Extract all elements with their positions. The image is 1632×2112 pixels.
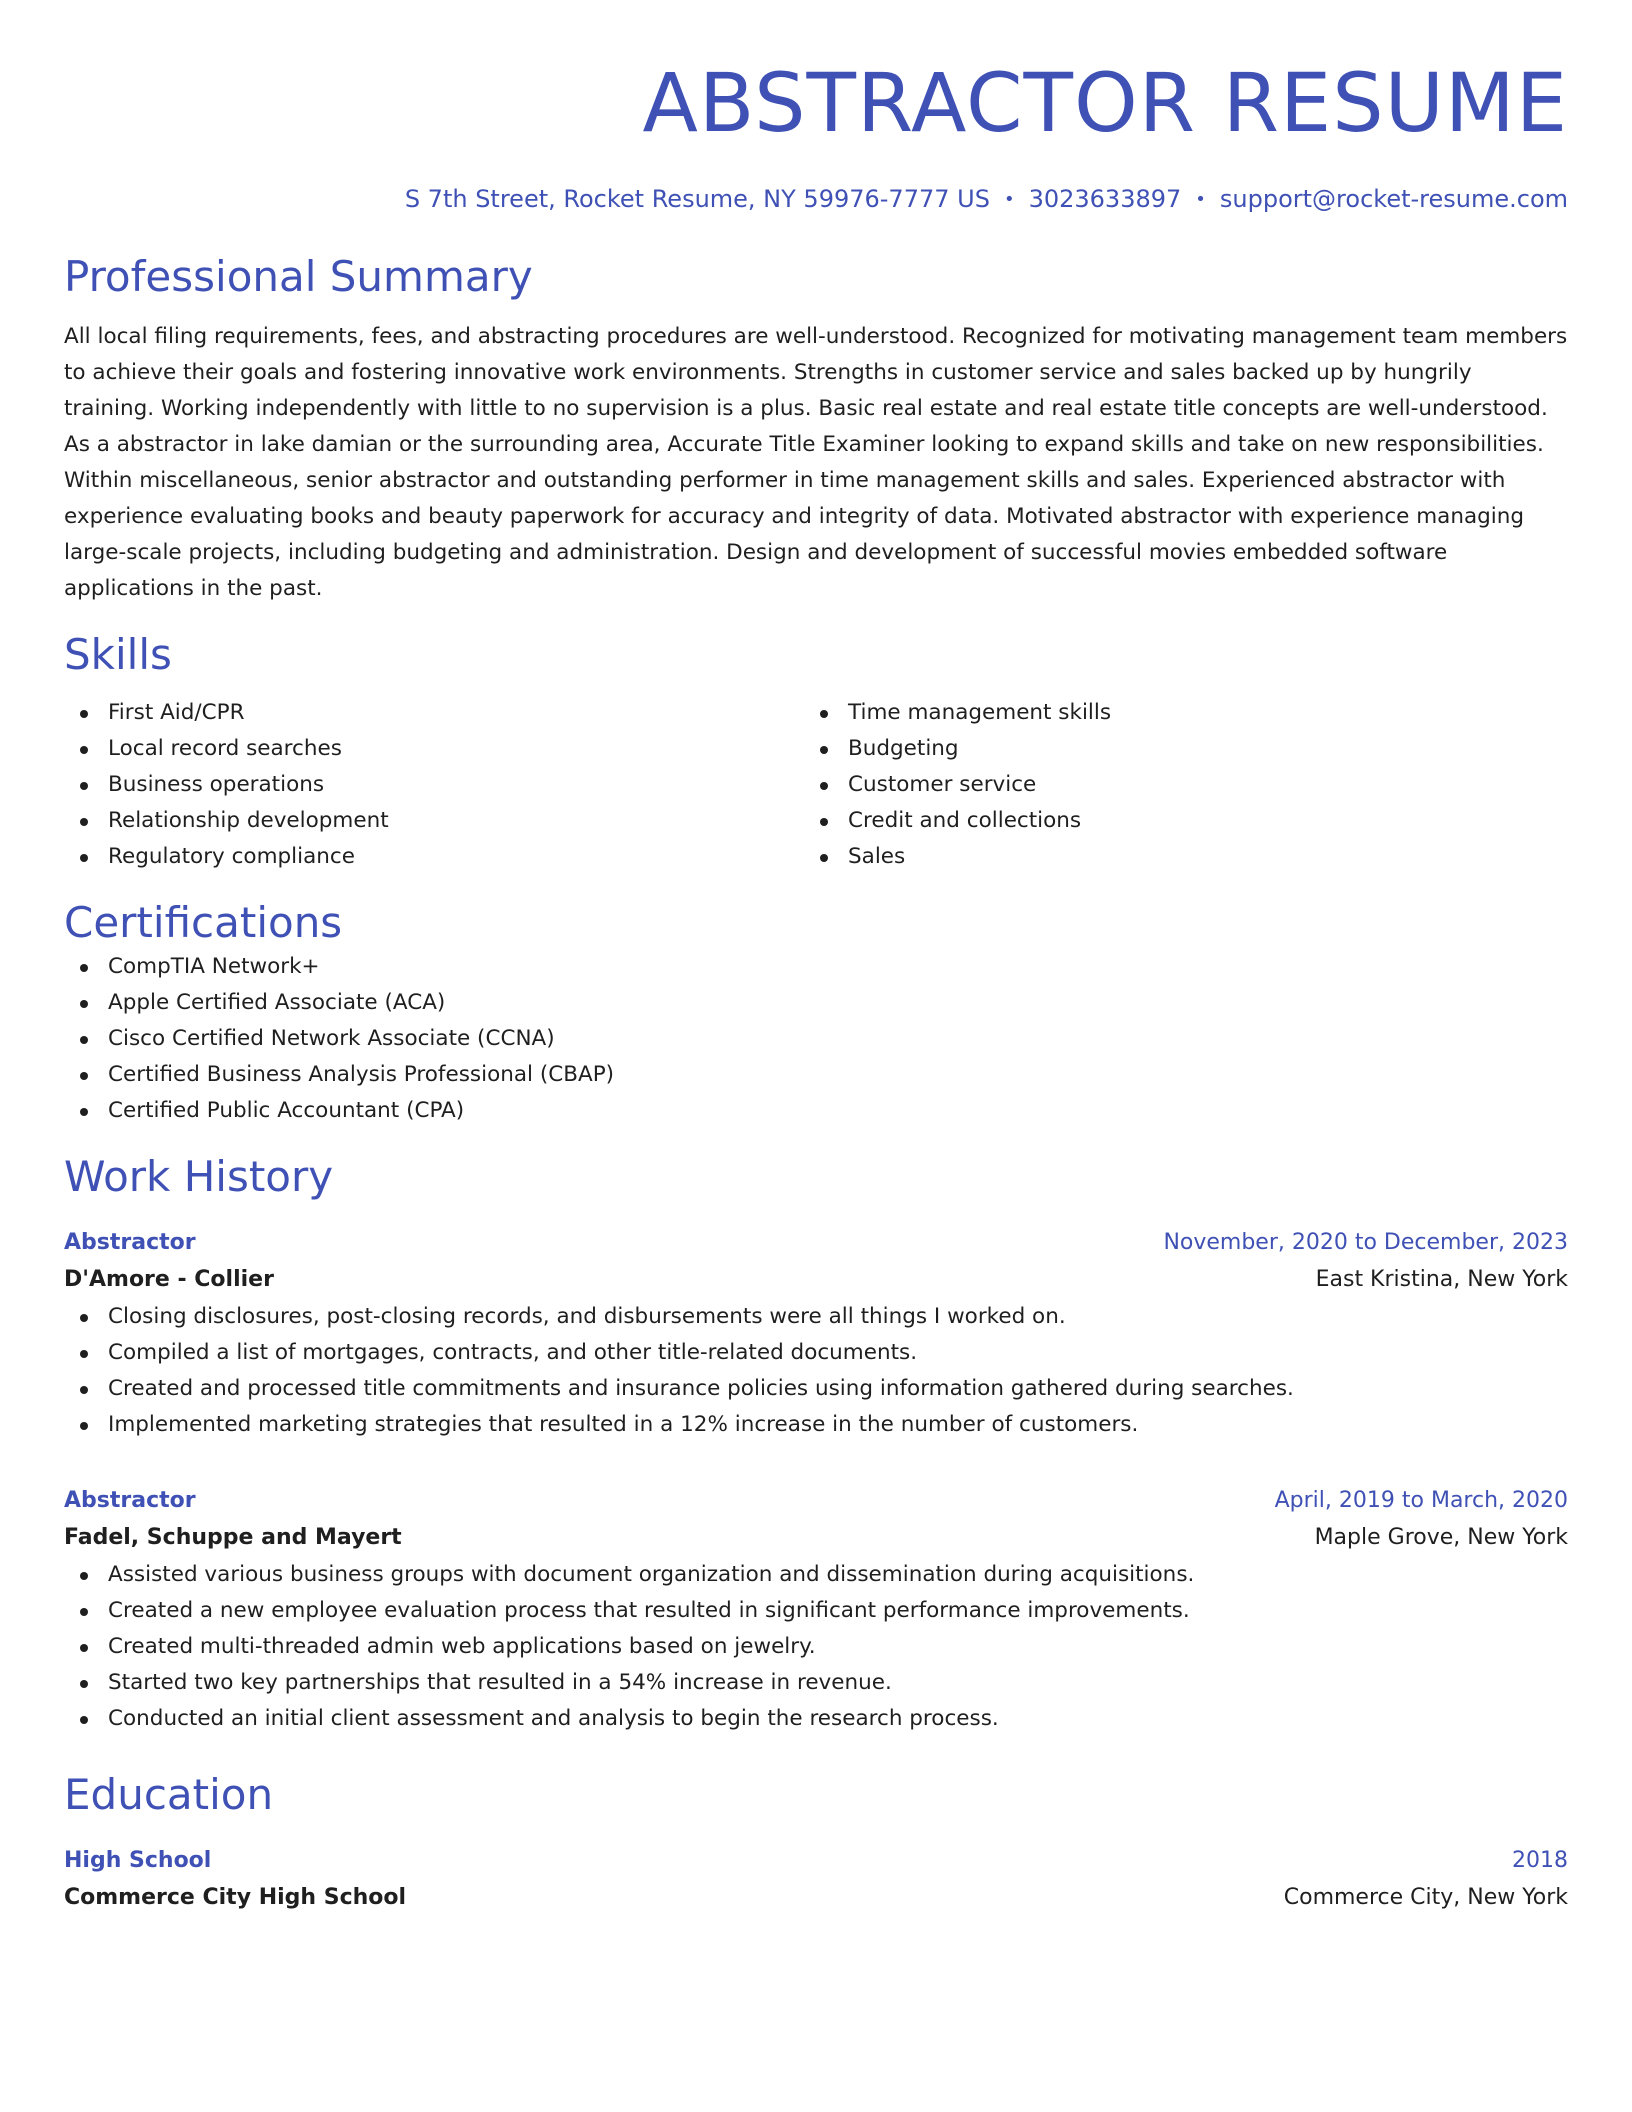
job-bullet: Closing disclosures, post-closing records, and disbursements were all things I worked on. bbox=[64, 1299, 1568, 1335]
summary-text: All local filing requirements, fees, and abstracting procedures are well-understood. Recognized for motivating management team members to achieve their goals and fostering innovative work environments. Strengths in customer service and sales backed up by hungrily training. Working independently with little to no supervision is a plus. Basic real estate and real estate title concepts are well-understood. As a abstractor in lake damian or the surrounding area, Accurate Title Examiner looking to expand skills and take on new responsibilities. Within miscellaneous, senior abstractor and outstanding performer in time management skills and sales. Experienced abstractor with experience evaluating books and beauty paperwork for accuracy and integrity of data. Motivated abstractor with experience managing large-scale projects, including budgeting and administration. Design and development of successful movies embedded software applications in the past. bbox=[64, 324, 1568, 601]
skills-section bbox=[64, 629, 1568, 875]
skill-item: Regulatory compliance bbox=[64, 839, 804, 875]
education-location: Commerce City, New York bbox=[1283, 1885, 1568, 1910]
resume-title: ABSTRACTOR RESUME bbox=[642, 57, 1568, 151]
education-year: 2018 bbox=[1512, 1848, 1568, 1873]
job-bullet: Implemented marketing strategies that resulted in a 12% increase in the number of customers. bbox=[64, 1407, 1568, 1443]
skill-item: Budgeting bbox=[804, 731, 1544, 767]
job-entry bbox=[64, 1225, 1568, 1443]
work-history-section bbox=[64, 1151, 1568, 1737]
certifications-list bbox=[64, 949, 1568, 1129]
skills-column-left bbox=[64, 695, 804, 875]
skill-item: First Aid/CPR bbox=[64, 695, 804, 731]
job-bullet: Created multi-threaded admin web applications based on jewelry. bbox=[64, 1629, 1568, 1665]
contact-email[interactable]: support@rocket-resume.com bbox=[1219, 185, 1568, 213]
contact-separator: • bbox=[1003, 189, 1015, 210]
skill-item: Relationship development bbox=[64, 803, 804, 839]
job-dates: April, 2019 to March, 2020 bbox=[1274, 1488, 1568, 1513]
education-school: Commerce City High School bbox=[64, 1885, 407, 1910]
job-bullet: Created and processed title commitments and insurance policies using information gathered during searches. bbox=[64, 1371, 1568, 1407]
job-company: D'Amore - Collier bbox=[64, 1267, 274, 1292]
skill-item: Credit and collections bbox=[804, 803, 1544, 839]
education-section bbox=[64, 1769, 1568, 1917]
skills-grid bbox=[64, 695, 1568, 875]
job-bullet: Created a new employee evaluation process that resulted in significant performance improvements. bbox=[64, 1593, 1568, 1629]
certification-item: Certified Business Analysis Professional (CBAP) bbox=[64, 1057, 1568, 1093]
contact-phone: 3023633897 bbox=[1028, 185, 1182, 213]
contact-separator: • bbox=[1195, 189, 1206, 210]
certification-item: CompTIA Network+ bbox=[64, 949, 1568, 985]
skill-item: Sales bbox=[804, 839, 1544, 875]
education-school-row bbox=[64, 1879, 1568, 1917]
skill-item: Local record searches bbox=[64, 731, 804, 767]
certification-item: Cisco Certified Network Associate (CCNA) bbox=[64, 1021, 1568, 1057]
education-entry bbox=[64, 1843, 1568, 1917]
job-bullet: Conducted an initial client assessment and analysis to begin the research process. bbox=[64, 1701, 1568, 1737]
skill-item: Business operations bbox=[64, 767, 804, 803]
job-bullets bbox=[64, 1299, 1568, 1443]
contact-address: S 7th Street, Rocket Resume, NY 59976-7777 US bbox=[404, 185, 990, 213]
job-company: Fadel, Schuppe and Mayert bbox=[64, 1525, 402, 1550]
certification-item: Certified Public Accountant (CPA) bbox=[64, 1093, 1568, 1129]
job-company-row bbox=[64, 1519, 1568, 1557]
skill-item: Time management skills bbox=[804, 695, 1544, 731]
job-bullets bbox=[64, 1557, 1568, 1737]
job-entry bbox=[64, 1483, 1568, 1737]
job-title: Abstractor bbox=[64, 1230, 196, 1255]
contact-line bbox=[64, 184, 1568, 217]
job-bullet: Assisted various business groups with document organization and dissemination during acquisitions. bbox=[64, 1557, 1568, 1593]
job-bullet: Compiled a list of mortgages, contracts, and other title-related documents. bbox=[64, 1335, 1568, 1371]
skills-list-left bbox=[64, 695, 804, 875]
job-location: Maple Grove, New York bbox=[1314, 1525, 1568, 1550]
education-heading: Education bbox=[64, 1770, 274, 1819]
job-bullet: Started two key partnerships that resulted in a 54% increase in revenue. bbox=[64, 1665, 1568, 1701]
job-title-row bbox=[64, 1483, 1568, 1519]
work-history-heading: Work History bbox=[64, 1152, 334, 1201]
skills-list-right bbox=[804, 695, 1544, 875]
skills-heading: Skills bbox=[64, 630, 172, 679]
job-title: Abstractor bbox=[64, 1488, 196, 1513]
certifications-section bbox=[64, 897, 1568, 1129]
job-title-row bbox=[64, 1225, 1568, 1261]
skills-column-right bbox=[804, 695, 1544, 875]
education-degree-row bbox=[64, 1843, 1568, 1879]
education-degree: High School bbox=[64, 1848, 212, 1873]
skill-item: Customer service bbox=[804, 767, 1544, 803]
summary-section bbox=[64, 251, 1568, 607]
job-dates: November, 2020 to December, 2023 bbox=[1163, 1230, 1568, 1255]
summary-heading: Professional Summary bbox=[64, 252, 533, 301]
job-company-row bbox=[64, 1261, 1568, 1299]
job-location: East Kristina, New York bbox=[1315, 1267, 1568, 1292]
certifications-heading: Certifications bbox=[64, 898, 343, 947]
certification-item: Apple Certified Associate (ACA) bbox=[64, 985, 1568, 1021]
